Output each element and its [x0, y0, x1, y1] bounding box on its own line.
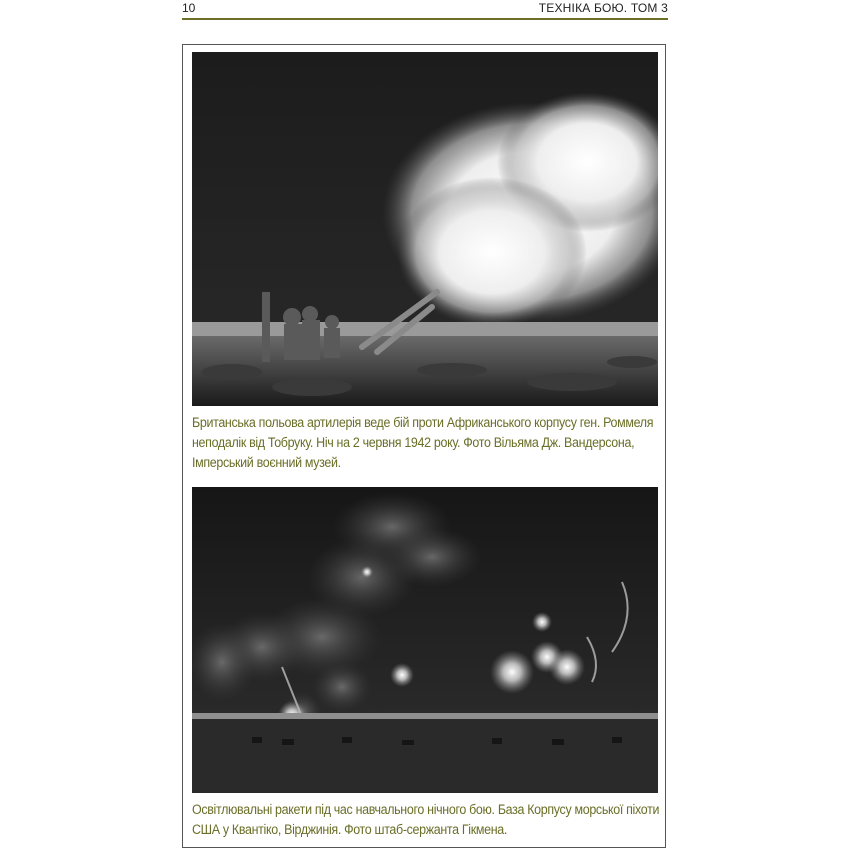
caption-line: США у Квантіко, Вірджинія. Фото штаб-сержанта Гікмена.: [192, 822, 508, 837]
caption-line: Імперський воєнний музей.: [192, 455, 341, 470]
photo-caption: [192, 413, 654, 473]
flares-night-photo: [192, 487, 658, 793]
caption-line: неподалік від Тобруку. Ніч на 2 червня 1942 року. Фото Вільяма Дж. Вандерсона,: [192, 435, 635, 450]
running-title: ТЕХНІКА БОЮ. ТОМ 3: [538, 1, 668, 15]
page-number: 10: [182, 1, 196, 15]
photo-caption: [192, 800, 660, 840]
caption-line: Британська польова артилерія веде бій проти Африканського корпусу ген. Роммеля: [192, 415, 654, 430]
running-header: [182, 0, 668, 20]
artillery-night-photo: [192, 52, 658, 406]
caption-line: Освітлювальні ракети під час навчального нічного бою. База Корпусу морської піхоти: [192, 802, 660, 817]
